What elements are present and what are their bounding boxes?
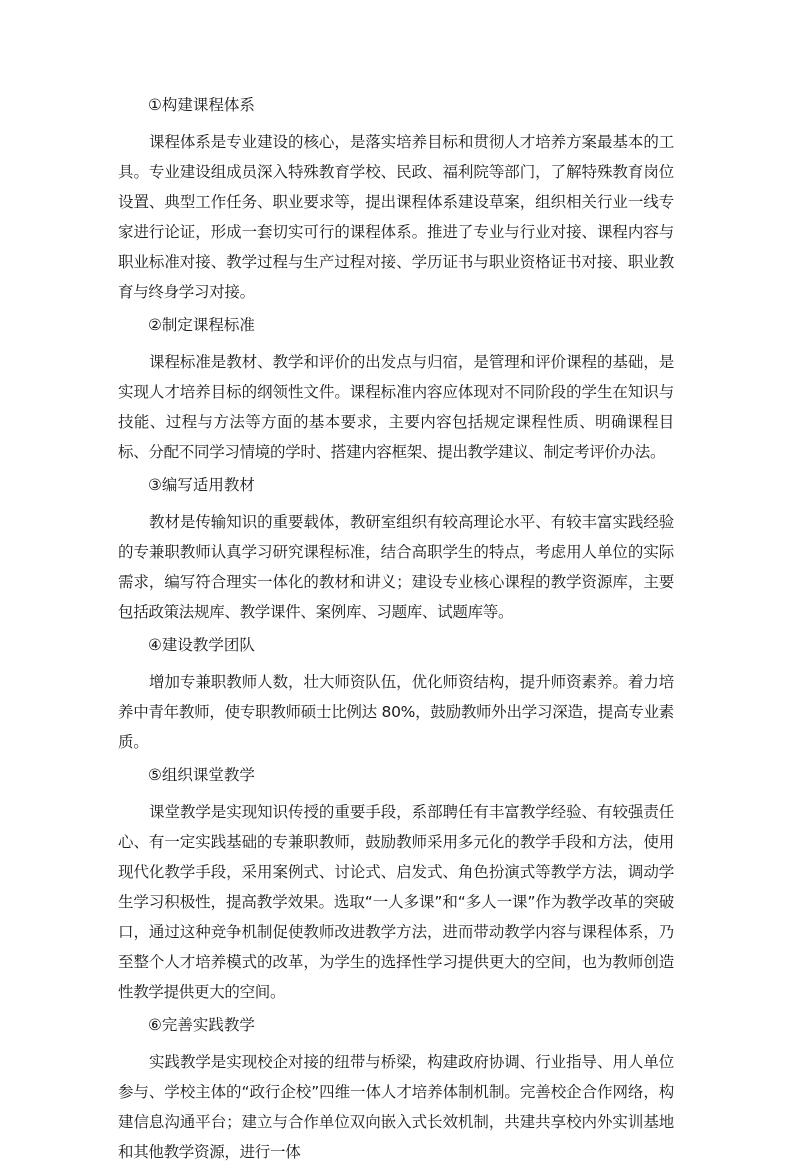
section-heading-curriculum-system: ①构建课程体系 xyxy=(148,96,255,114)
document-page xyxy=(118,94,674,1174)
section-body-classroom-teaching: 课堂教学是实现知识传授的重要手段，系部聘任有丰富教学经验、有较强责任心、有一定实践基础的专兼职教师，鼓励教师采用多元化的教学手段和方法，使用现代化教学手段，采用案例式、讨论式、启发式、角色扮演式等教学方法，调动学生学习积极性，提高教学效果。选取“一人多课”和“多人一课”作为教学改革的突破口，通过这种竞争机制促使教师改进教学方法，进而带动教学内容与课程体系，乃至整个人才培养模式的改革，为学生的选择性学习提供更大的空间，也为教师创造性教学提供更大的空间。 xyxy=(118,803,674,1001)
section-body-curriculum-standards: 课程标准是教材、教学和评价的出发点与归宿，是管理和评价课程的基础，是实现人才培养目标的纲领性文件。课程标准内容应体现对不同阶段的学生在知识与技能、过程与方法等方面的基本要求，主要内容包括规定课程性质、明确课程目标、分配不同学习情境的学时、搭建内容框架、提出教学建议、制定考评价办法。 xyxy=(118,353,674,461)
section-body-curriculum-system: 课程体系是专业建设的核心，是落实培养目标和贯彻人才培养方案最基本的工具。专业建设组成员深入特殊教育学校、民政、福利院等部门，了解特殊教育岗位设置、典型工作任务、职业要求等，提出课程体系建设草案，组织相关行业一线专家进行论证，形成一套切实可行的课程体系。推进了专业与行业对接、课程内容与职业标准对接、教学过程与生产过程对接、学历证书与职业资格证书对接、职业教育与终身学习对接。 xyxy=(118,133,674,301)
section-body-textbooks: 教材是传输知识的重要载体，教研室组织有较高理论水平、有较丰富实践经验的专兼职教师认真学习研究课程标准，结合高职学生的特点，考虑用人单位的实际需求，编写符合理实一体化的教材和讲义；建设专业核心课程的教学资源库，主要包括政策法规库、教学课件、案例库、习题库、试题库等。 xyxy=(118,513,674,621)
section-heading-curriculum-standards: ②制定课程标准 xyxy=(148,316,255,334)
section-heading-textbooks: ③编写适用教材 xyxy=(148,476,255,494)
section-heading-classroom-teaching: ⑤组织课堂教学 xyxy=(148,766,255,784)
section-heading-teaching-team: ④建设教学团队 xyxy=(148,636,255,654)
section-body-practice-teaching: 实践教学是实现校企对接的纽带与桥梁，构建政府协调、行业指导、用人单位参与、学校主体的“政行企校”四维一体人才培养体制机制。完善校企合作网络，构建信息沟通平台；建立与合作单位双向嵌入式长效机制，共建共享校内外实训基地和其他教学资源，进行一体 xyxy=(118,1053,674,1161)
section-body-teaching-team: 增加专兼职教师人数，壮大师资队伍，优化师资结构，提升师资素养。着力培养中青年教师，使专职教师硕士比例达 80%，鼓励教师外出学习深造，提高专业素质。 xyxy=(118,673,674,751)
section-heading-practice-teaching: ⑥完善实践教学 xyxy=(148,1016,255,1034)
